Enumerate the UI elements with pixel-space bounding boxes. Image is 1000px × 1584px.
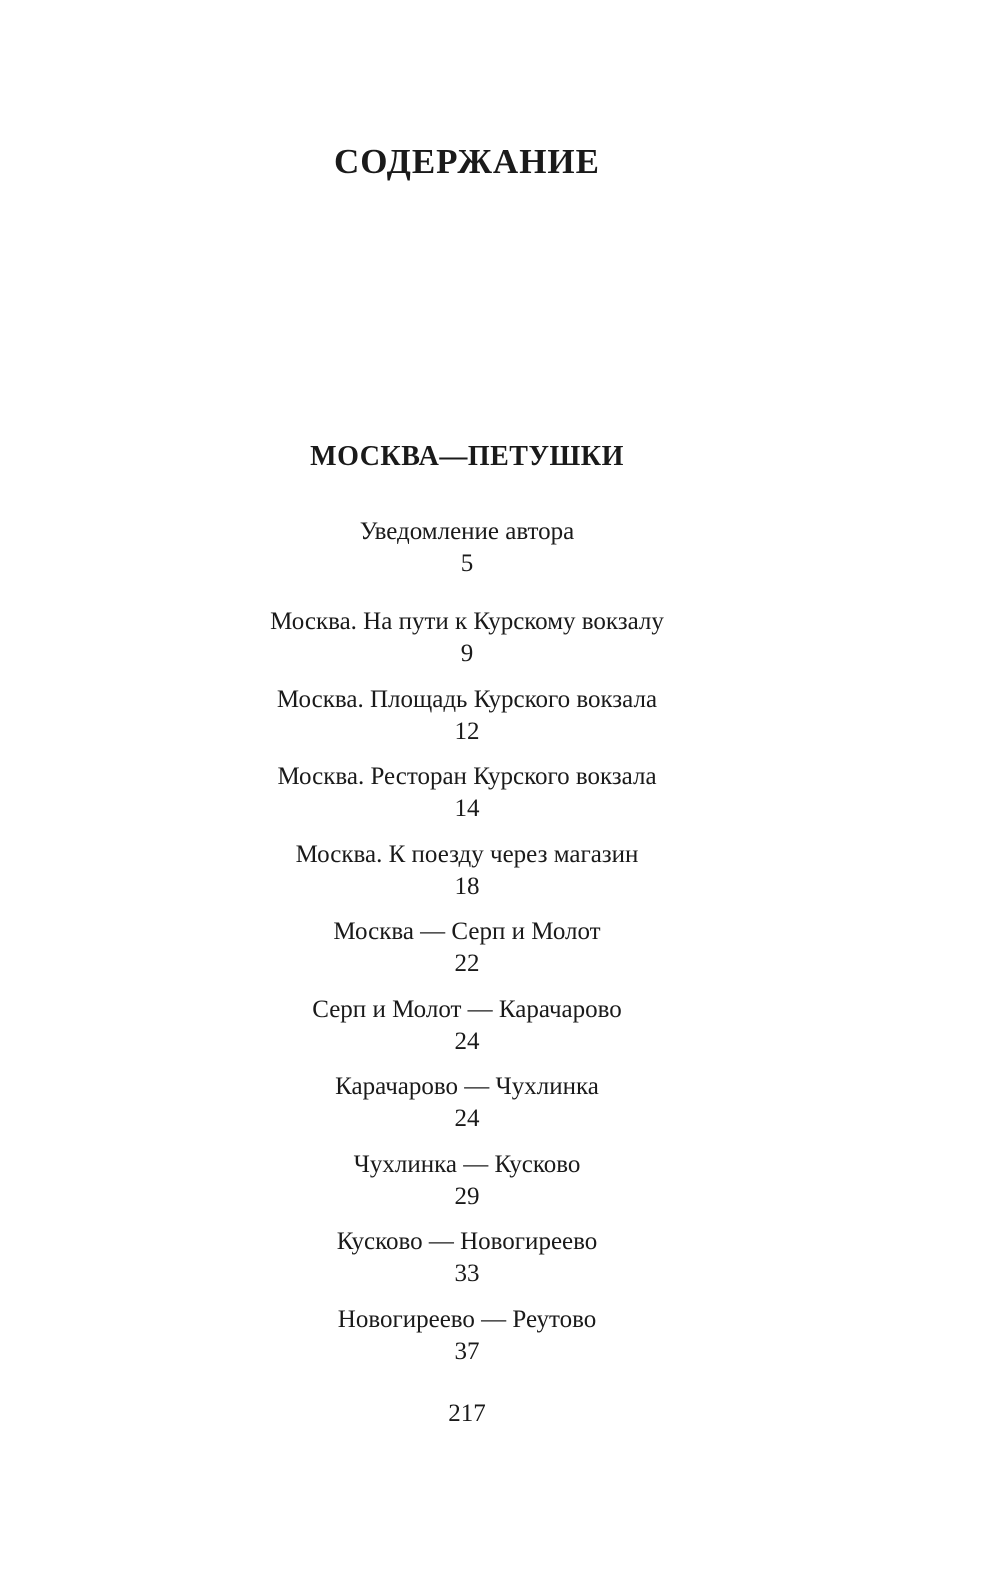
toc-entry[interactable] (0, 516, 934, 580)
toc-entry-page: 14 (454, 795, 480, 822)
toc-entry[interactable] (0, 1226, 934, 1290)
toc-entry-title: Москва. Ресторан Курского вокзала (277, 763, 657, 790)
toc-entry[interactable] (0, 1149, 934, 1213)
toc-entry[interactable] (0, 994, 934, 1058)
toc-entry[interactable] (0, 1071, 934, 1135)
toc-entry-title: Москва. К поезду через магазин (295, 841, 639, 868)
toc-entry[interactable] (0, 761, 934, 825)
toc-entry[interactable] (0, 839, 934, 903)
toc-entry-page: 5 (460, 550, 474, 577)
toc-entry-page: 29 (454, 1183, 480, 1210)
toc-entry-title: Москва. На пути к Курскому вокзалу (270, 608, 664, 635)
toc-entry-title: Новогиреево — Реутово (337, 1306, 597, 1333)
toc-entry-page: 12 (454, 718, 480, 745)
toc-entry-page: 37 (454, 1338, 480, 1365)
toc-entry-page: 9 (460, 640, 474, 667)
toc-entry[interactable] (0, 606, 934, 670)
section-title: МОСКВА—ПЕТУШКИ (310, 441, 624, 472)
toc-entry[interactable] (0, 1304, 934, 1368)
toc-entry-title: Серп и Молот — Карачарово (312, 996, 622, 1023)
toc-entry-title: Москва. Площадь Курского вокзала (276, 686, 658, 713)
toc-entry-title: Карачарово — Чухлинка (335, 1073, 599, 1100)
toc-entry-page: 33 (454, 1260, 480, 1287)
toc-entry-page: 24 (454, 1105, 480, 1132)
toc-entry-page: 24 (454, 1028, 480, 1055)
toc-entry-page: 18 (454, 873, 480, 900)
toc-entry-title: Кусково — Новогиреево (336, 1228, 598, 1255)
toc-entry[interactable] (0, 684, 934, 748)
toc-entry-title: Москва — Серп и Молот (333, 918, 601, 945)
toc-entry-page: 22 (454, 950, 480, 977)
toc-entry-title: Чухлинка — Кусково (353, 1151, 581, 1178)
page-title: СОДЕРЖАНИЕ (333, 142, 600, 181)
toc-entry[interactable] (0, 916, 934, 980)
toc-entry-title: Уведомление автора (359, 518, 575, 545)
page-number: 217 (448, 1400, 486, 1427)
